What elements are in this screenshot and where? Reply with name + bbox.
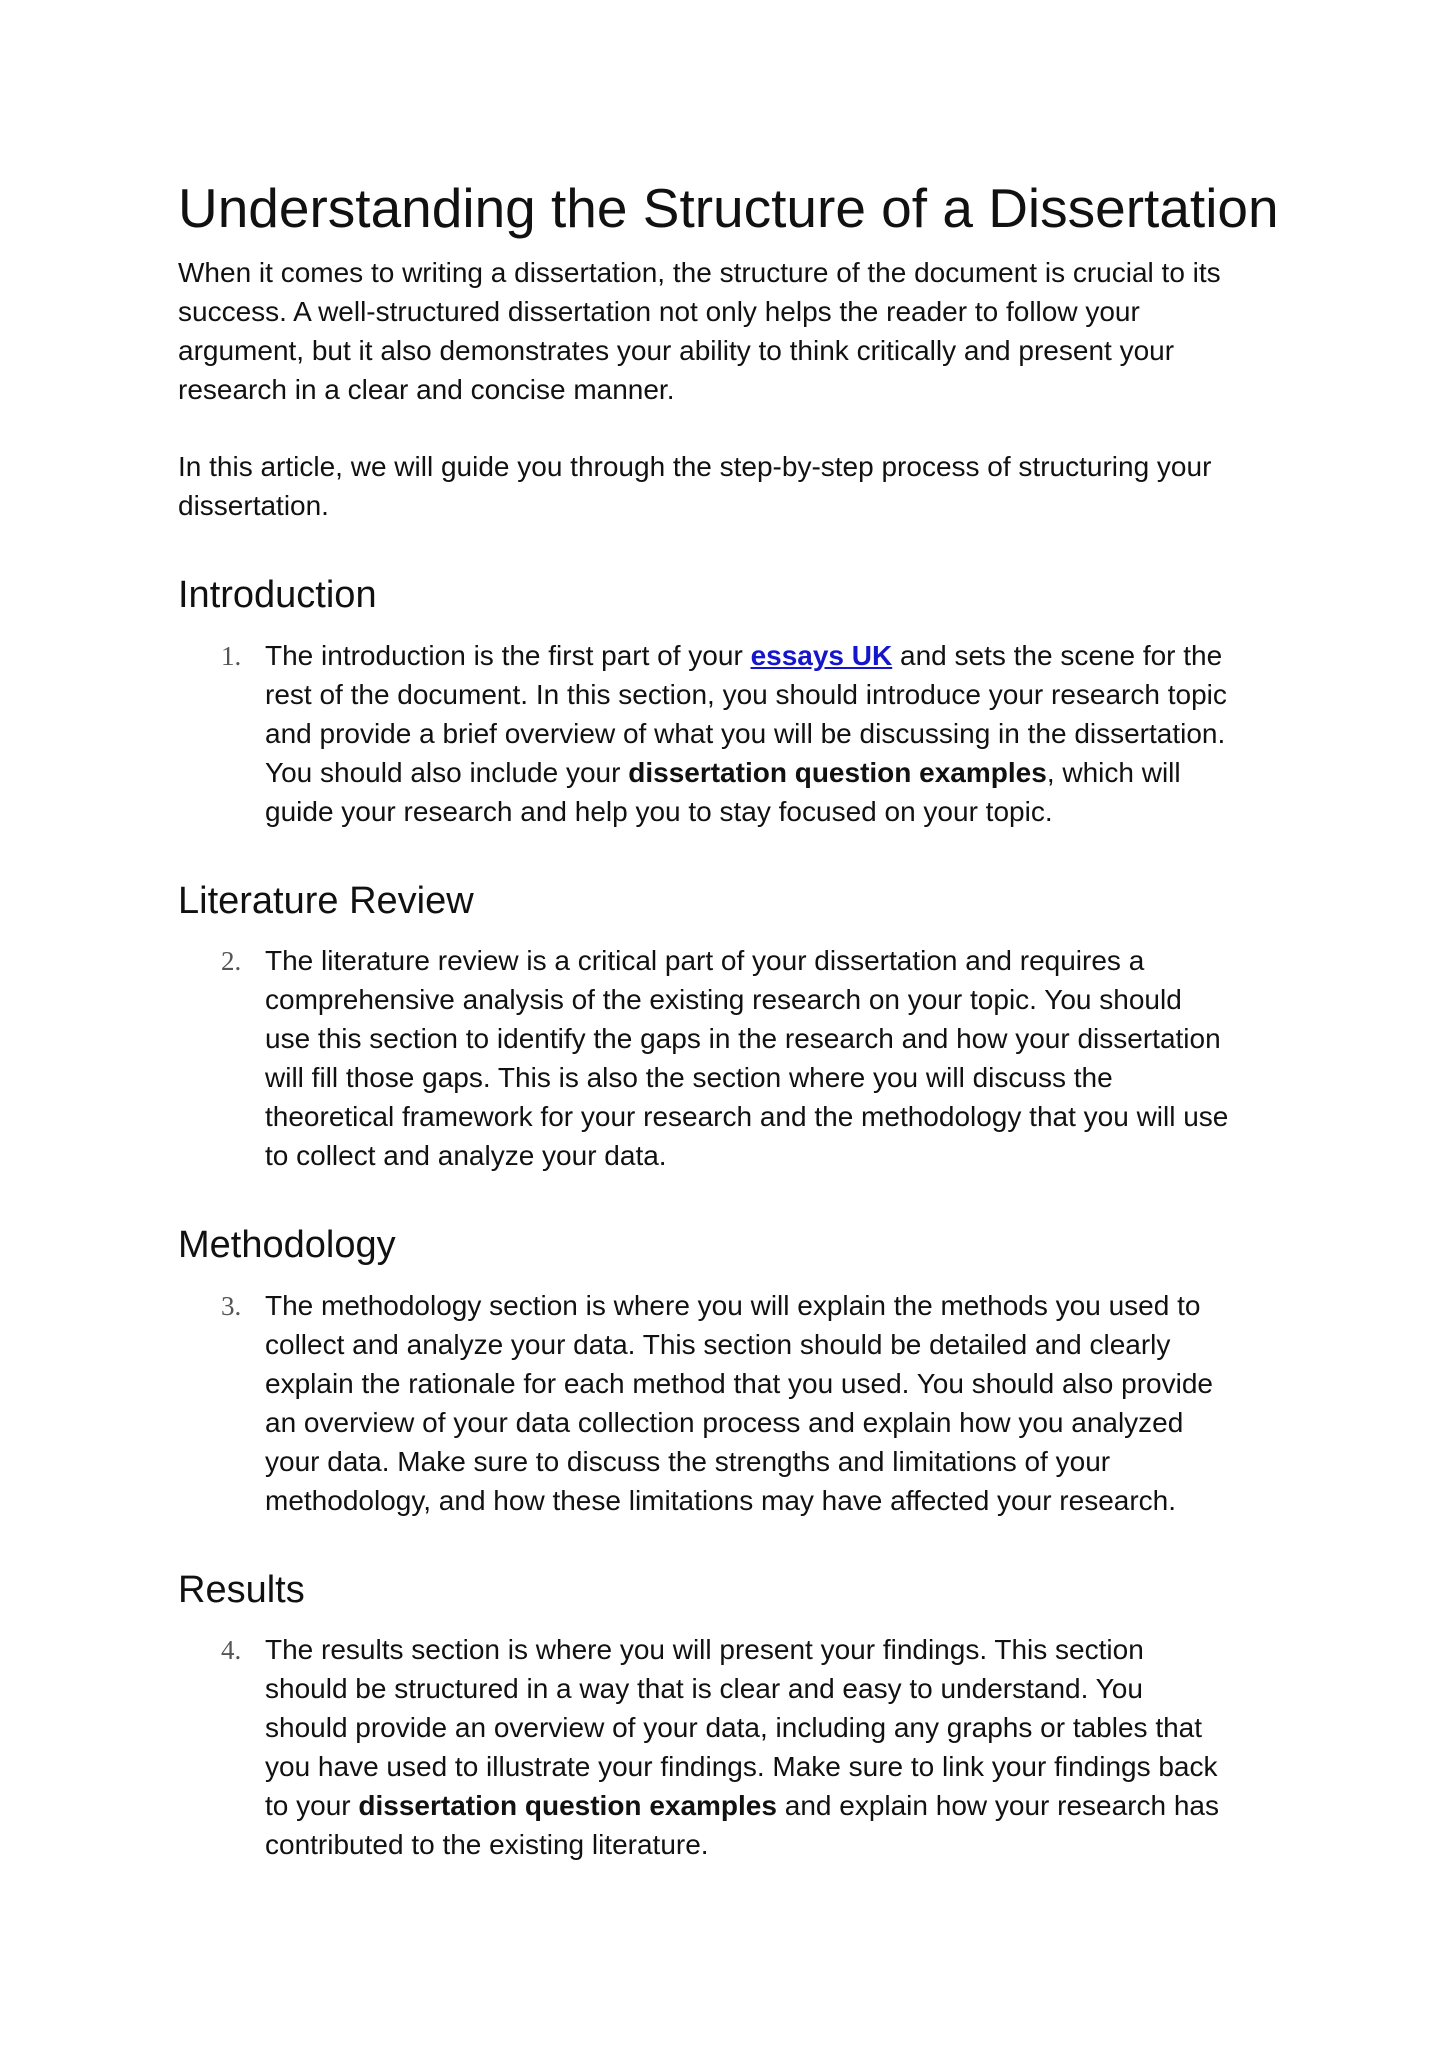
text-line (265, 1020, 1228, 1059)
text-segment: explain the rationale for each method that you used. You should also provide (265, 1367, 1213, 1399)
text-segment: The methodology section is where you will explain the methods you used to (265, 1290, 1201, 1321)
text-segment: to your (265, 1789, 359, 1821)
text-line (265, 1404, 1213, 1443)
text-line (265, 1098, 1228, 1137)
text-line (178, 293, 1328, 332)
text-line (265, 715, 1227, 754)
text-segment: your data. Make sure to discuss the strengths and limitations of your (265, 1445, 1111, 1477)
text-line (265, 1748, 1219, 1787)
text-segment: you have used to illustrate your findings. Make sure to link your findings back (265, 1750, 1218, 1782)
section-heading: Introduction (178, 574, 377, 616)
text-segment: research in a clear and concise manner. (178, 373, 675, 405)
list-item-text (265, 942, 1228, 1175)
list-item-text (265, 637, 1227, 832)
list-item-text (265, 1287, 1213, 1520)
intro-paragraph (178, 254, 1328, 410)
text-segment: use this section to identify the gaps in the research and how your dissertation (265, 1022, 1221, 1054)
list-item-text (265, 1631, 1219, 1864)
text-segment: contributed to the existing literature. (265, 1828, 709, 1860)
text-line (265, 1059, 1228, 1098)
text-segment: guide your research and help you to stay focused on your topic. (265, 795, 1053, 827)
bold-text: dissertation question examples (628, 756, 1047, 788)
text-segment: an overview of your data collection process and explain how you analyzed (265, 1406, 1184, 1438)
text-line (265, 1631, 1219, 1670)
text-segment: theoretical framework for your research and the methodology that you will use (265, 1100, 1229, 1132)
essays-uk-link[interactable]: essays UK (750, 640, 893, 671)
text-line (178, 448, 1328, 487)
list-number: 3. (221, 1291, 242, 1321)
text-line (178, 371, 1328, 410)
text-segment: to collect and analyze your data. (265, 1139, 667, 1171)
section-heading: Literature Review (178, 880, 474, 922)
text-line (265, 1826, 1219, 1865)
text-segment: The literature review is a critical part of your dissertation and requires a (265, 945, 1145, 976)
text-segment: dissertation. (178, 489, 329, 521)
text-segment: will fill those gaps. This is also the section where you will discuss the (265, 1061, 1113, 1093)
text-segment: comprehensive analysis of the existing research on your topic. You should (265, 983, 1182, 1015)
text-segment: success. A well-structured dissertation not only helps the reader to follow your (178, 295, 1140, 327)
section-heading: Methodology (178, 1224, 396, 1266)
text-line (265, 1326, 1213, 1365)
text-segment: In this article, we will guide you through the step-by-step process of structuring your (178, 451, 1212, 482)
page-title: Understanding the Structure of a Dissertation (178, 177, 1279, 239)
text-line (265, 981, 1228, 1020)
list-number: 4. (221, 1635, 242, 1665)
intro-paragraph (178, 448, 1328, 526)
text-line (265, 1787, 1219, 1826)
text-segment: methodology, and how these limitations may have affected your research. (265, 1484, 1177, 1516)
text-line (265, 637, 1227, 676)
text-line (265, 1287, 1213, 1326)
text-line (265, 1443, 1213, 1482)
text-segment: rest of the document. In this section, you should introduce your research topic (265, 678, 1227, 710)
text-line (265, 1482, 1213, 1521)
text-line (265, 754, 1227, 793)
text-segment: The results section is where you will present your findings. This section (265, 1634, 1144, 1665)
text-segment: When it comes to writing a dissertation, the structure of the document is crucial to its (178, 257, 1221, 288)
text-line (265, 942, 1228, 981)
text-segment: should be structured in a way that is clear and easy to understand. You (265, 1672, 1143, 1704)
text-segment: argument, but it also demonstrates your ability to think critically and present your (178, 334, 1175, 366)
bold-text: dissertation question examples (358, 1789, 777, 1821)
text-line (265, 1365, 1213, 1404)
text-line (178, 254, 1328, 293)
text-line (265, 676, 1227, 715)
text-line (265, 793, 1227, 832)
text-segment: and explain how your research has (776, 1789, 1220, 1821)
text-line (265, 1709, 1219, 1748)
text-line (178, 332, 1328, 371)
text-segment: collect and analyze your data. This section should be detailed and clearly (265, 1328, 1171, 1360)
text-line (265, 1137, 1228, 1176)
text-segment: and sets the scene for the (892, 640, 1223, 671)
list-number: 1. (221, 641, 242, 671)
section-heading: Results (178, 1569, 305, 1611)
text-segment: should provide an overview of your data, including any graphs or tables that (265, 1711, 1203, 1743)
list-number: 2. (221, 946, 242, 976)
text-segment: The introduction is the first part of your (265, 640, 751, 671)
text-line (178, 487, 1328, 526)
text-segment: You should also include your (265, 756, 629, 788)
text-segment: , which will (1046, 756, 1181, 788)
text-segment: and provide a brief overview of what you will be discussing in the dissertation. (265, 717, 1226, 749)
text-line (265, 1670, 1219, 1709)
